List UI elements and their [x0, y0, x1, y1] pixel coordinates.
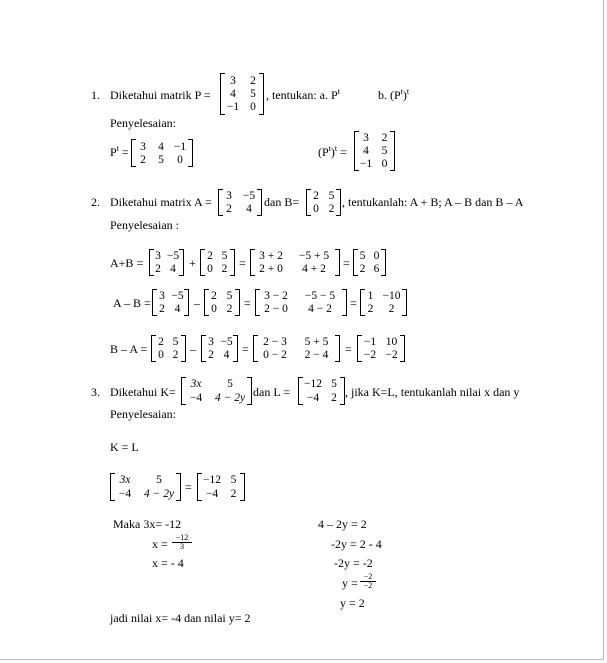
diff2-matrix-B: 2 5 0 2 — [151, 335, 186, 362]
sum-matrix-A: 3 −5 2 4 — [149, 249, 184, 276]
problem-1-number: 1. — [91, 88, 100, 102]
equals-sign: = — [239, 256, 246, 270]
matrix-Ptt: 3 2 4 5 −1 0 — [354, 131, 395, 171]
pt-label: $P^t$ = — [110, 144, 129, 159]
y-result: y = 2 — [340, 596, 365, 610]
diff1-matrix-A: 3 −5 2 4 — [152, 289, 189, 316]
y-line-3: -2y = -2 — [334, 556, 373, 570]
problem-1-tasks: , tentukan: a. $P^t$ — [266, 87, 340, 102]
problem-1-task-b: b. $(P^t)^t$ — [378, 87, 410, 102]
matrix-A: 3 −5 2 4 — [218, 189, 262, 216]
y-eq-label: y = — [342, 576, 358, 590]
equals-sign: = — [350, 296, 357, 310]
x-eq-label: x = — [152, 537, 168, 551]
sum-matrix-B: 2 5 0 2 — [200, 249, 235, 276]
problem-3-solution-label: Penyelesaian: — [110, 407, 176, 421]
problem-2-tasks: , tentukanlah: A + B; A – B dan B – A — [342, 195, 524, 209]
diff1-matrix-B: 2 5 0 2 — [204, 289, 240, 316]
plus-sign: + — [189, 256, 196, 270]
diff2-result-matrix: −1 10 −2 −2 — [357, 335, 405, 362]
maka-line: Maka 3x= -12 — [113, 517, 182, 531]
problem-2-number: 2. — [91, 195, 100, 209]
ptt-label: $(P^t)^t$ = — [318, 144, 347, 159]
problem-1-solution-label: Penyelesaian: — [110, 116, 176, 130]
matrix-K: 3x 5 −4 4 − 2y — [181, 377, 252, 405]
sum-label: A+B = — [110, 256, 144, 270]
matrix-L: −12 5 −4 2 — [298, 377, 345, 405]
matrix-K-eq: 3x 5 −4 4 − 2y — [110, 473, 181, 501]
diff2-matrix-A: 3 −5 2 4 — [201, 335, 238, 362]
equals-sign: = — [242, 342, 249, 356]
diff2-label: B – A = — [110, 342, 148, 356]
minus-sign: – — [194, 296, 200, 310]
conclusion: jadi nilai x= -4 dan nilai y= 2 — [110, 611, 251, 625]
sum-expr-matrix: 3 + 2 −5 + 5 2 + 0 4 + 2 — [250, 249, 340, 276]
problem-3-tasks: , jika K=L, tentukanlah nilai x dan y — [345, 385, 520, 399]
k-equals-l: K = L — [110, 440, 139, 454]
equals-sign: = — [244, 296, 251, 310]
diff2-expr-matrix: 2 − 3 5 + 5 0 − 2 2 − 4 — [253, 335, 340, 362]
equals-sign: = — [345, 342, 352, 356]
matrix-P: 3 2 4 5 −1 0 — [220, 73, 264, 115]
equals-sign: = — [185, 480, 192, 494]
sum-result-matrix: 5 0 2 6 — [353, 249, 386, 276]
problem-1-statement: Diketahui matrik P = — [110, 88, 211, 102]
y-line-2: -2y = 2 - 4 — [331, 537, 382, 551]
minus-sign: – — [190, 342, 196, 356]
matrix-B: 2 5 0 2 — [306, 189, 341, 216]
problem-2-statement: Diketahui matrix A = — [110, 195, 212, 209]
diff1-label: A – B = — [113, 296, 151, 310]
x-fraction: $\frac{-12}{3}$ — [172, 534, 192, 551]
equals-sign: = — [343, 256, 350, 270]
problem-3-number: 3. — [91, 385, 100, 399]
and-b-text: dan B= — [264, 195, 300, 209]
matrix-Pt: 3 4 −1 2 5 0 — [131, 139, 193, 167]
x-result: x = - 4 — [152, 556, 184, 570]
problem-3-statement: Diketahui K= — [110, 385, 176, 399]
problem-2-solution-label: Penyelesaian : — [110, 218, 179, 232]
diff1-result-matrix: 1 −10 2 2 — [360, 289, 407, 316]
matrix-L-eq: −12 5 −4 2 — [197, 473, 245, 501]
diff1-expr-matrix: 3 − 2 −5 − 5 2 − 0 4 − 2 — [255, 289, 347, 316]
y-line-1: 4 – 2y = 2 — [318, 517, 367, 531]
y-fraction: $\frac{-2}{-2}$ — [360, 573, 376, 590]
and-l-text: dan L = — [253, 385, 290, 399]
